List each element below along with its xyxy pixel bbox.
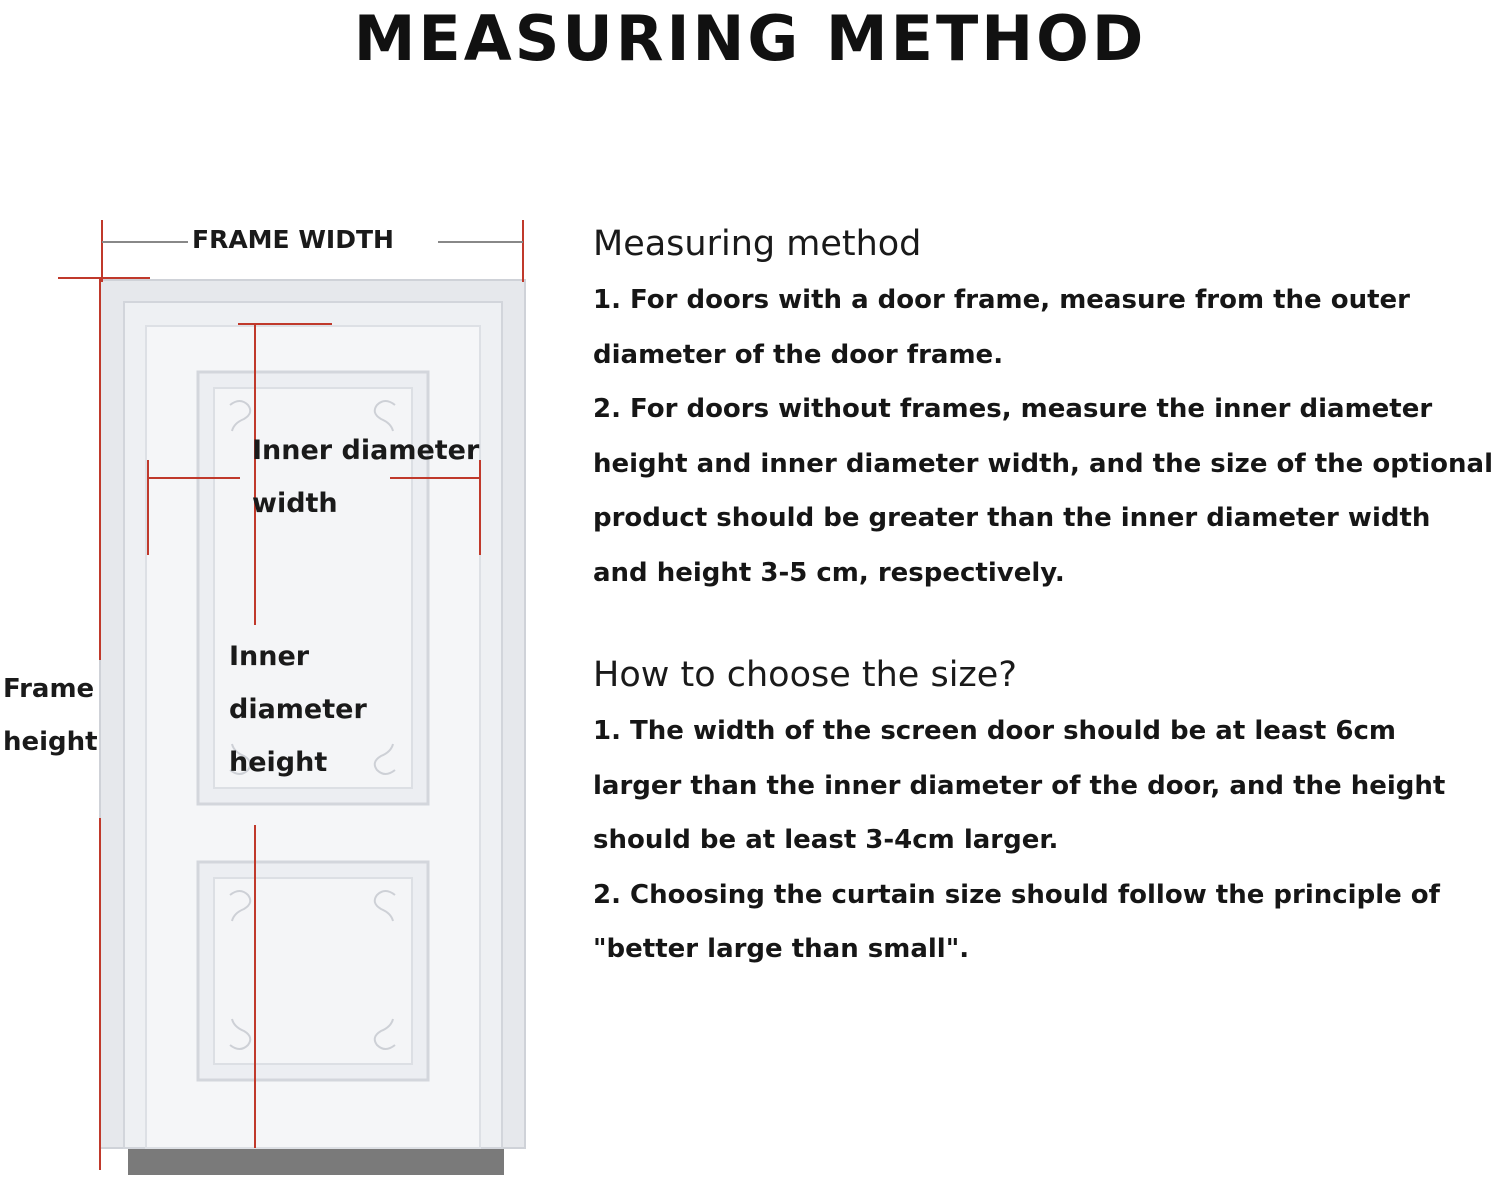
instructions-panel [593, 215, 1493, 977]
frame-height-label: Frame height [3, 674, 98, 757]
floor [128, 1145, 504, 1175]
measuring-step-2: 2. For doors without frames, measure the inner diameter height and inner diameter width, and the size of the optional product should be greater than the inner diameter width and height 3-5 cm, respectively. [593, 394, 1493, 588]
frame-width-label: FRAME WIDTH [190, 218, 396, 262]
page-title: MEASURING METHOD [353, 2, 1147, 75]
inner-diameter-width-label: Inner diameter width [252, 435, 480, 519]
section-heading-choose-size: How to choose the size? [593, 655, 1017, 695]
section-heading-measuring-method: Measuring method [593, 224, 922, 264]
choose-size-list [593, 704, 1493, 977]
size-tip-2: 2. Choosing the curtain size should follow the principle of "better large than small". [593, 879, 1440, 964]
measuring-method-list [593, 273, 1493, 600]
lower-panel-inner [214, 878, 412, 1064]
measuring-step-1: 1. For doors with a door frame, measure from the outer diameter of the door frame. [593, 285, 1410, 370]
inner-diameter-height-label: Inner diameter height [229, 641, 367, 778]
size-tip-1: 1. The width of the screen door should be at least 6cm larger than the inner diameter of the door, and the height should be at least 3-4cm larger. [593, 716, 1446, 855]
